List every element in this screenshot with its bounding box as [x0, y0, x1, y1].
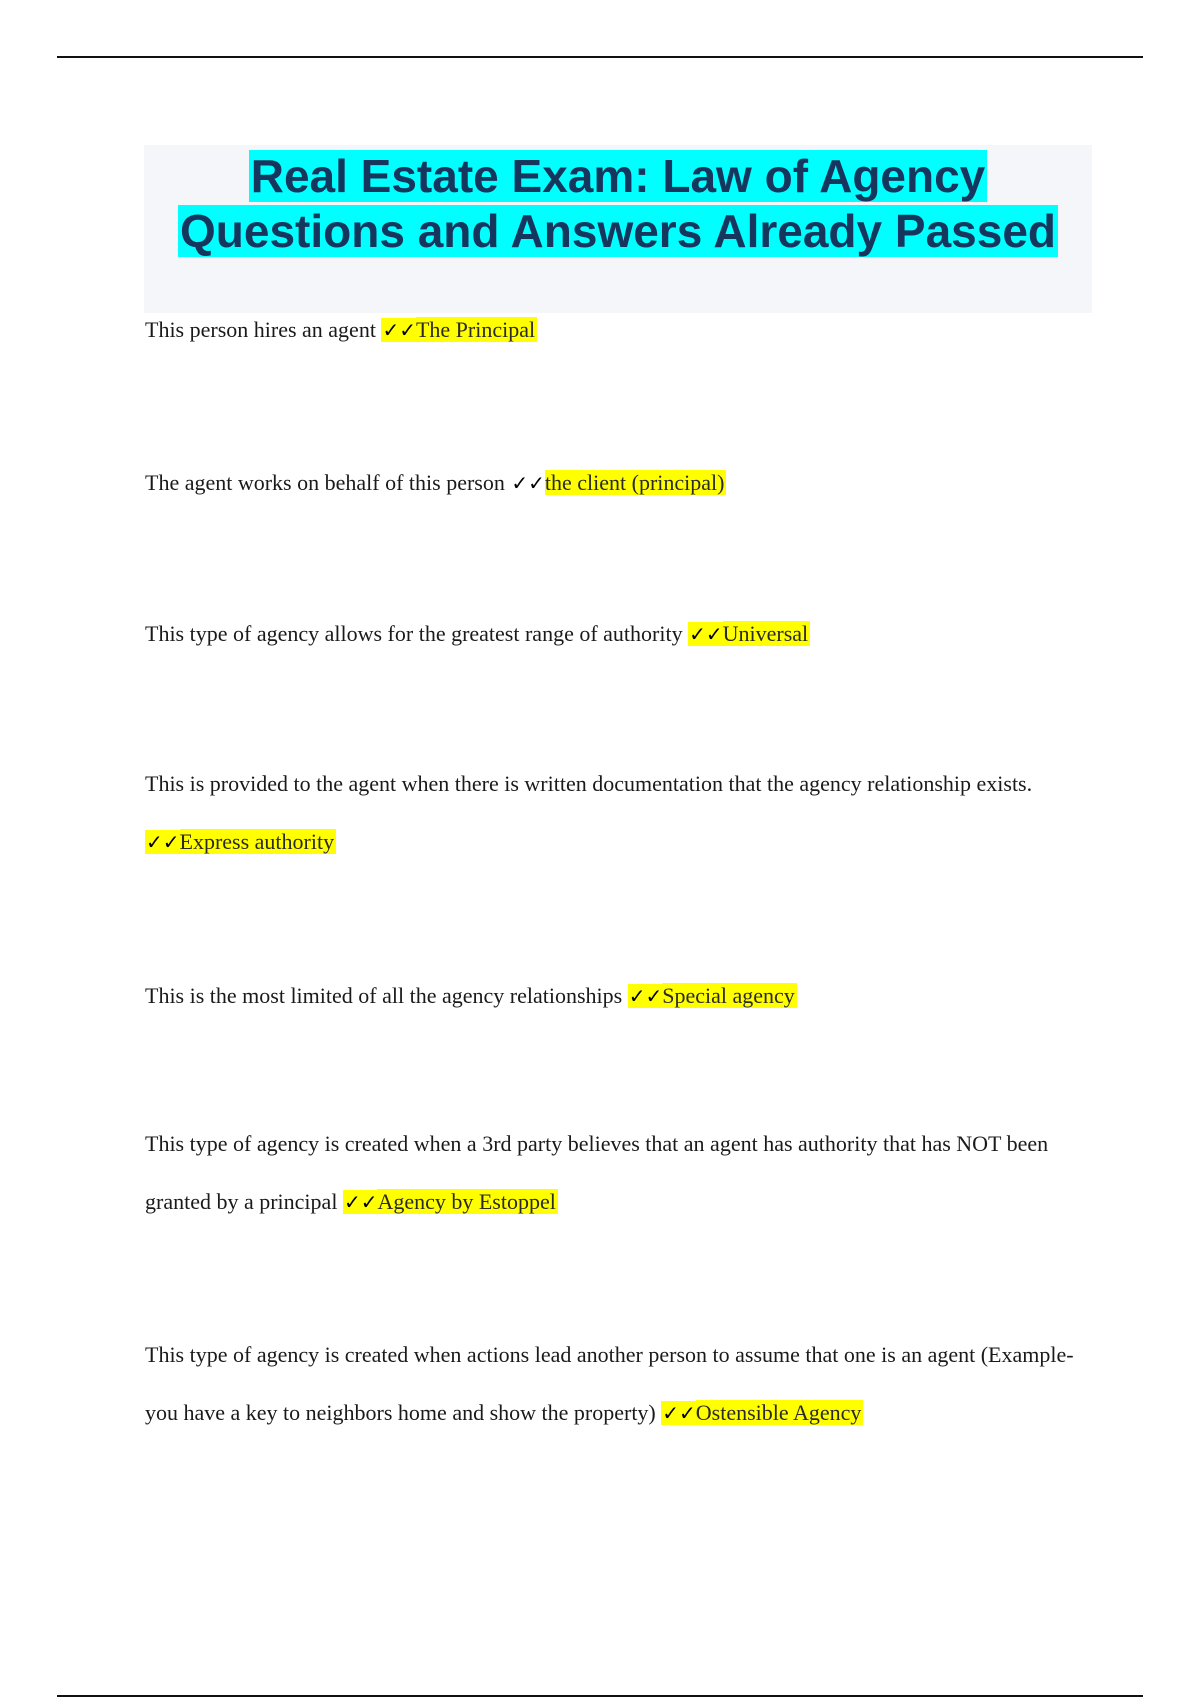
qa-item	[145, 1326, 1105, 1442]
header-rule	[57, 56, 1143, 58]
page-title	[144, 145, 1092, 259]
answer-text: The Principal	[415, 317, 536, 342]
title-line-1: Real Estate Exam: Law of Agency	[250, 150, 986, 202]
double-check-icon: ✓✓	[343, 1190, 378, 1214]
double-check-icon: ✓✓	[662, 1401, 696, 1425]
answer-text: Express authority	[179, 829, 335, 854]
title-line-2: Questions and Answers Already Passed	[179, 205, 1057, 257]
answer-text: Universal	[722, 621, 809, 646]
double-check-icon: ✓✓	[511, 471, 545, 495]
double-check-icon: ✓✓	[628, 984, 663, 1008]
footer-rule	[57, 1695, 1143, 1697]
qa-item	[145, 301, 1105, 359]
double-check-icon: ✓✓	[382, 318, 416, 342]
question-text: This is the most limited of all the agency relationships	[145, 983, 628, 1008]
question-text: The agent works on behalf of this person	[145, 470, 511, 495]
answer-text: Special agency	[662, 983, 795, 1008]
double-check-icon: ✓✓	[689, 622, 723, 646]
qa-item	[145, 967, 1105, 1025]
title-block	[144, 145, 1092, 313]
question-text: This is provided to the agent when there is written documentation that the agency relationship exists.	[145, 771, 1033, 796]
answer-text: Agency by Estoppel	[377, 1189, 556, 1214]
qa-item	[145, 755, 1105, 871]
answer-text: the client (principal)	[544, 470, 725, 495]
answer-text: Ostensible Agency	[695, 1400, 862, 1425]
question-text: This type of agency is created when actions lead another person to assume that one is an agent (Example- you have a key to neighbors home and show the property)	[145, 1342, 1074, 1425]
qa-item	[145, 454, 1105, 512]
qa-item	[145, 1115, 1105, 1231]
qa-item	[145, 605, 1105, 663]
question-text: This type of agency allows for the greatest range of authority	[145, 621, 689, 646]
question-text: This type of agency is created when a 3rd party believes that an agent has authority that has NOT been granted by a principal	[145, 1131, 1049, 1214]
question-text: This person hires an agent	[145, 317, 382, 342]
double-check-icon: ✓✓	[146, 830, 180, 854]
